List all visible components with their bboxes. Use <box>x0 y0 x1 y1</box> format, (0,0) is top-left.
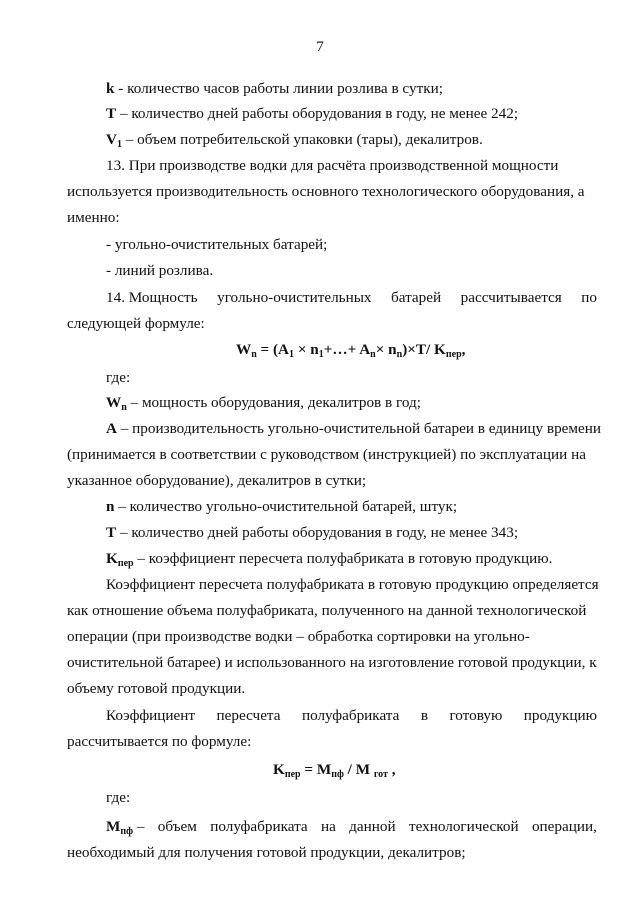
definition-t-343-text: – количество дней работы оборудования в году, не менее 343; <box>116 524 519 541</box>
definition-k <box>106 80 443 98</box>
symbol-n: n <box>106 498 115 515</box>
paragraph-14-line-2: следующей формуле: <box>67 315 205 332</box>
definition-m-line-1: $M_{пф}$ – объем полуфабриката на данной технологической операции, <box>106 818 597 837</box>
where-label-2: где: <box>106 789 131 806</box>
symbol-k: k <box>106 80 115 97</box>
calc-paragraph-line-2: рассчитывается по формуле: <box>67 733 252 750</box>
definition-t-242 <box>106 105 518 123</box>
paragraph-13-line-1: 13. При производстве водки для расчёта производственной мощности <box>106 157 559 174</box>
formula-capacity: $W_n = (A_1$ × $n_1+\dots+ A_n\times n_n)\times T/$ $K_{пер}$, <box>236 341 466 360</box>
paragraph-13-line-2: используется производительность основного технологического оборудования, а <box>67 183 585 200</box>
symbol-m-pf: $M_{пф}$ <box>106 818 134 837</box>
page-number: 7 <box>316 38 324 55</box>
coefficient-paragraph-line-3: операции (при производстве водки – обработка сортировки на угольно- <box>67 628 530 645</box>
definition-a-line-1: A – производительность угольно-очистительной батареи в единицу времени <box>106 420 602 437</box>
definition-wn-text: – мощность оборудования, декалитров в год; <box>126 394 421 411</box>
coefficient-paragraph-line-2: как отношение объема полуфабриката, полученного на данной технологической <box>67 602 587 619</box>
definition-a-line-3: указанное оборудование), декалитров в сутки; <box>67 472 367 489</box>
coefficient-paragraph-line-4: очистительной батарее) и использованного на изготовление готовой продукции, к <box>67 654 597 671</box>
symbol-t: T <box>106 105 117 122</box>
symbol-a: A <box>106 420 117 437</box>
definition-a-line-2: (принимается в соответствии с руководством (инструкцией) по эксплуатации на <box>67 446 586 463</box>
definition-wn <box>106 394 421 412</box>
definition-m-line-2: необходимый для получения готовой продукции, декалитров; <box>67 844 466 861</box>
paragraph-13-line-3: именно: <box>67 209 120 226</box>
where-label-1: где: <box>106 369 131 386</box>
definition-k-text: - количество часов работы линии розлива в сутки; <box>114 80 443 97</box>
formula-coefficient: $K_{пер} = M_{пф} / M$ $_{гот}$ , <box>273 761 396 780</box>
definition-n-text: – количество угольно-очистительной батарей, штук; <box>114 498 458 515</box>
symbol-wn: $W_n$ <box>106 394 127 413</box>
definition-k-per <box>106 550 552 568</box>
symbol-t-2: T <box>106 524 117 541</box>
definition-v1-text: – объем потребительской упаковки (тары), декалитров. <box>121 131 483 148</box>
coefficient-paragraph-line-5: объему готовой продукции. <box>67 680 246 697</box>
definition-t-343 <box>106 524 518 542</box>
symbol-v1: $V_1$ <box>106 131 122 150</box>
calc-paragraph-line-1: Коэффициент пересчета полуфабриката в готовую продукцию <box>106 707 597 724</box>
definition-n <box>106 498 457 516</box>
definition-v1 <box>106 131 483 149</box>
definition-t-242-text: – количество дней работы оборудования в году, не менее 242; <box>116 105 519 122</box>
definition-k-per-text: – коэффициент пересчета полуфабриката в готовую продукцию. <box>133 550 553 567</box>
coefficient-paragraph-line-1: Коэффициент пересчета полуфабриката в готовую продукцию определяется <box>106 576 599 593</box>
list-item-lines: - линий розлива. <box>106 262 214 279</box>
list-item-batteries: - угольно-очистительных батарей; <box>106 236 328 253</box>
paragraph-14-line-1: 14. Мощность угольно-очистительных батарей рассчитывается по <box>106 289 597 306</box>
symbol-k-per: $K_{пер}$ <box>106 550 134 569</box>
